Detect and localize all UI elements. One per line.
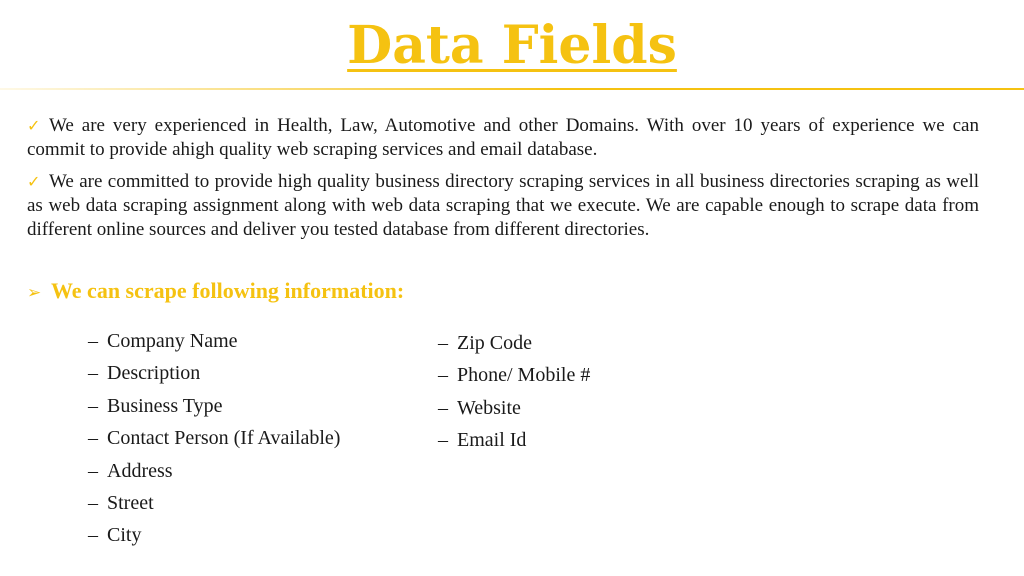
dash-bullet: – [438,364,448,387]
list-item-label: Zip Code [457,332,532,354]
list-item-label: Address [107,459,173,482]
page-title [0,8,1024,84]
list-item-label: Website [457,396,521,419]
list-item-label: Business Type [107,394,223,417]
paragraph-experience [27,114,979,162]
dash-bullet: – [88,491,98,514]
list-item-label: Phone/ Mobile # [457,364,591,387]
dash-bullet: – [88,394,98,417]
dash-bullet: – [88,524,98,547]
list-item [438,392,590,424]
list-item [438,359,590,391]
checkmark-icon: ✓ [27,116,41,135]
list-item [438,424,590,456]
dash-bullet: – [438,396,448,419]
list-item-label: Contact Person (If Available) [107,427,341,450]
page-title-text: Data Fields [347,15,677,76]
list-item [88,519,340,551]
list-item [88,422,340,454]
arrow-bullet-icon: ➢ [27,283,42,303]
list-item-label: City [107,524,142,547]
dash-bullet: – [88,427,98,450]
section-subheading [27,277,404,307]
dash-bullet: – [88,330,98,352]
paragraph-text: We are very experienced in Health, Law, Automotive and other Domains. With over 10 years of experience we can commit to provide ahigh quality web scraping services and email database. [27,115,979,160]
list-item [88,487,340,519]
list-item [438,327,590,359]
list-item-label: Email Id [457,429,527,452]
list-item [88,325,340,357]
dash-bullet: – [438,429,448,452]
subheading-text: We can scrape following information: [51,278,405,303]
list-item [88,455,340,487]
checkmark-icon: ✓ [27,172,41,191]
title-divider [0,88,1024,90]
dash-bullet: – [88,459,98,482]
list-item [88,357,340,389]
dash-bullet: – [88,362,98,385]
fields-list-right [438,327,590,457]
paragraph-text: We are committed to provide high quality business directory scraping services in all business directories scraping as well as web data scraping assignment along with web data scraping that we execute. We are capable enough to scrape data from different online sources and deliver you tested database from different directories. [27,171,979,240]
fields-list-left [88,325,340,552]
list-item-label: Description [107,362,201,385]
dash-bullet: – [438,332,448,354]
list-item [88,390,340,422]
list-item-label: Street [107,491,154,514]
list-item-label: Company Name [107,330,238,352]
paragraph-commitment [27,170,979,242]
